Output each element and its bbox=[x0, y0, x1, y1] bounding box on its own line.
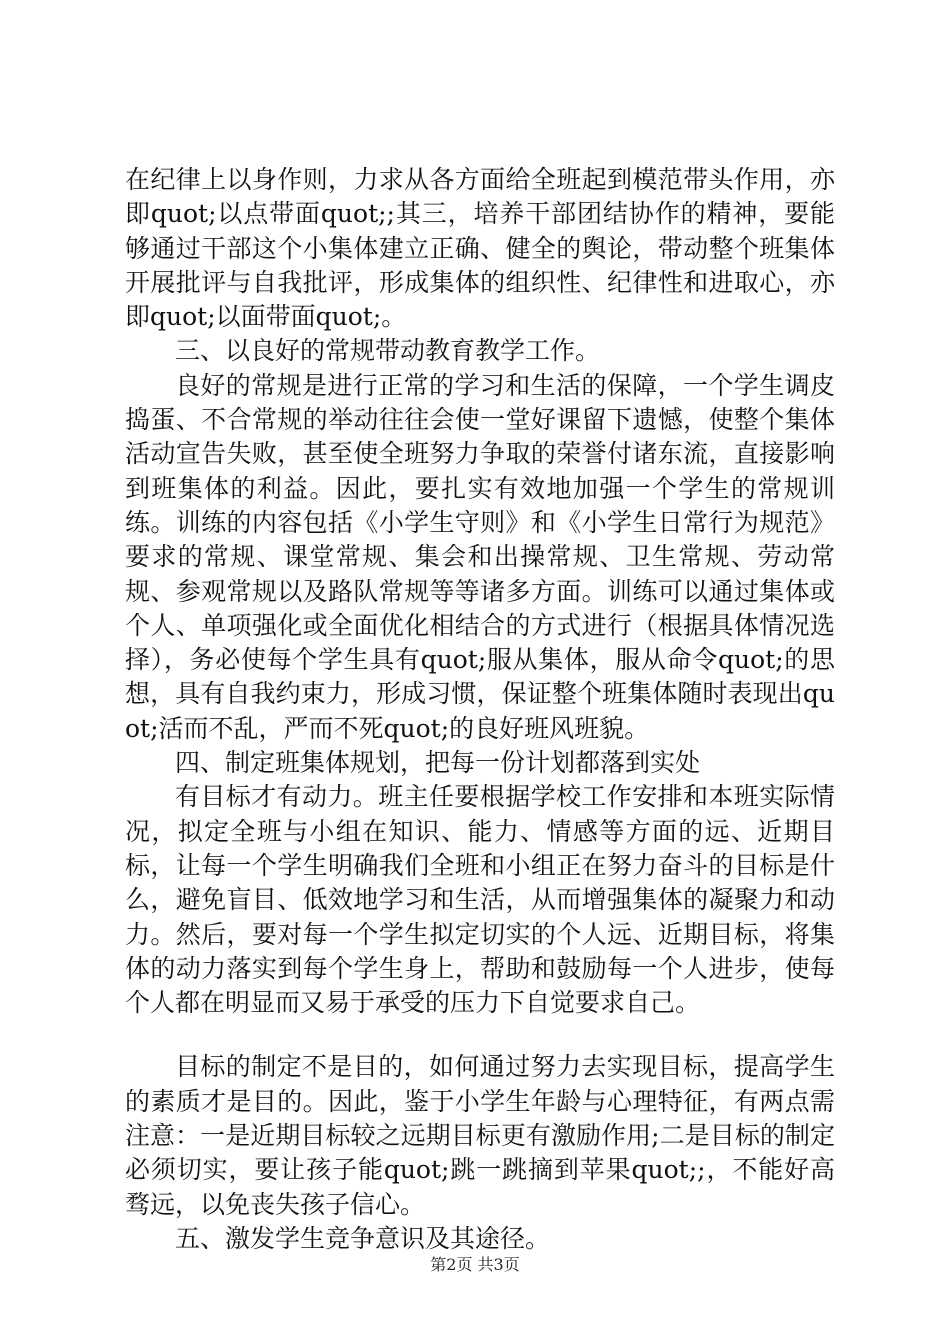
paragraph-discipline-continuation: 在纪律上以身作则，力求从各方面给全班起到模范带头作用，亦即quot;以点带面quot;;其三，培养干部团结协作的精神，要能够通过干部这个小集体建立正确、健全的舆论，带动整个班集体开展批评与自我批评，形成集体的组织性、纪律性和进取心，亦即quot;以面带面quot;。 bbox=[125, 165, 835, 332]
heading-section-four: 四、制定班集体规划，把每一份计划都落到实处 bbox=[175, 748, 701, 778]
paragraph-routine-training: 良好的常规是进行正常的学习和生活的保障，一个学生调皮捣蛋、不合常规的举动往往会使一堂好课留下遗憾，使整个集体活动宣告失败，甚至使全班努力争取的荣誉付诸东流，直接影响到班集体的利益。因此，要扎实有效地加强一个学生的常规训练。训练的内容包括《小学生守则》和《小学生日常行为规范》要求的常规、课堂常规、集会和出操常规、卫生常规、劳动常规、参观常规以及路队常规等等诸多方面。训练可以通过集体或个人、单项强化或全面优化相结合的方式进行（根据具体情况选择），务必使每个学生具有quot;服从集体，服从命令quot;的思想，具有自我约束力，形成习惯，保证整个班集体随时表现出quot;活而不乱，严而不死quot;的良好班风班貌。 bbox=[125, 370, 835, 743]
paragraph-spacer bbox=[125, 1020, 835, 1050]
document-body bbox=[125, 163, 835, 1256]
paragraph-goals: 有目标才有动力。班主任要根据学校工作安排和本班实际情况，拟定全班与小组在知识、能力、情感等方面的远、近期目标，让每一个学生明确我们全班和小组正在努力奋斗的目标是什么，避免盲目、低效地学习和生活，从而增强集体的凝聚力和动力。然后，要对每一个学生拟定切实的个人远、近期目标，将集体的动力落实到每个学生身上，帮助和鼓励每一个人进步，使每个人都在明显而又易于承受的压力下自觉要求自己。 bbox=[125, 782, 835, 1018]
heading-section-three: 三、以良好的常规带动教育教学工作。 bbox=[175, 336, 601, 366]
paragraph-goal-setting: 目标的制定不是目的，如何通过努力去实现目标，提高学生的素质才是目的。因此，鉴于小学生年龄与心理特征，有两点需注意：一是近期目标较之远期目标更有激励作用;二是目标的制定必须切实，要让孩子能quot;跳一跳摘到苹果quot;;，不能好高骛远，以免丧失孩子信心。 bbox=[125, 1052, 835, 1219]
heading-section-five: 五、激发学生竞争意识及其途径。 bbox=[175, 1223, 551, 1253]
page-number-footer: 第2页 共3页 bbox=[430, 1255, 520, 1274]
